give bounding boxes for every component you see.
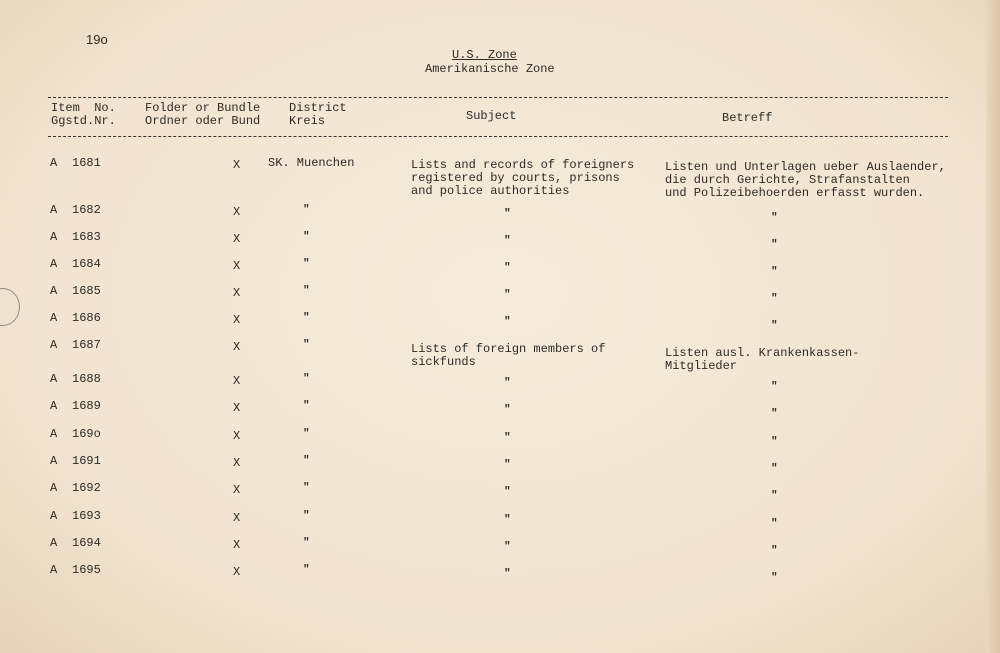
item-number: 1695 [72, 563, 101, 577]
item-number: 1688 [72, 372, 101, 386]
item-number: 1687 [72, 338, 101, 352]
header-betreff: Betreff [722, 111, 773, 125]
folder-mark: X [233, 374, 241, 388]
item-number: 1686 [72, 311, 101, 325]
item-number: 169o [72, 427, 101, 441]
subject: " [504, 262, 511, 274]
title-line2: Amerikanische Zone [425, 62, 555, 76]
row-prefix: A [50, 257, 58, 271]
district: " [303, 455, 310, 467]
item-number: 1683 [72, 230, 101, 244]
row-prefix: A [50, 509, 58, 523]
betreff: " [771, 545, 778, 557]
betreff: " [771, 572, 778, 584]
item-number: 1681 [72, 156, 101, 170]
folder-mark: X [233, 205, 241, 219]
row-prefix: A [50, 563, 58, 577]
district: " [303, 482, 310, 494]
subject: " [504, 235, 511, 247]
item-number: 1684 [72, 257, 101, 271]
district: " [303, 564, 310, 576]
subject: Lists of foreign members of sickfunds [411, 342, 606, 369]
item-number: 1682 [72, 203, 101, 217]
item-number: 1685 [72, 284, 101, 298]
subject: " [504, 568, 511, 580]
betreff: " [771, 212, 778, 224]
folder-mark: X [233, 565, 241, 579]
district: SK. Muenchen [268, 156, 355, 170]
subject: " [504, 289, 511, 301]
row-prefix: A [50, 338, 58, 352]
binder-tab [0, 288, 20, 326]
row-prefix: A [50, 203, 58, 217]
district: " [303, 510, 310, 522]
folder-mark: X [233, 340, 241, 354]
betreff: " [771, 293, 778, 305]
header-subject: Subject [466, 109, 517, 123]
folder-mark: X [233, 429, 241, 443]
subject: " [504, 459, 511, 471]
row-prefix: A [50, 230, 58, 244]
item-number: 1689 [72, 399, 101, 413]
row-prefix: A [50, 311, 58, 325]
betreff: " [771, 239, 778, 251]
subject: " [504, 208, 511, 220]
folder-mark: X [233, 232, 241, 246]
row-prefix: A [50, 399, 58, 413]
subject: " [504, 541, 511, 553]
betreff: Listen und Unterlagen ueber Auslaender, die durch Gerichte, Strafanstalten und Polizeibehoerden erfasst wurden. [665, 160, 946, 200]
folder-mark: X [233, 511, 241, 525]
subject: Lists and records of foreigners registered by courts, prisons and police authorities [411, 158, 635, 198]
row-prefix: A [50, 372, 58, 386]
folder-mark: X [233, 456, 241, 470]
folder-mark: X [233, 158, 241, 172]
betreff: " [771, 320, 778, 332]
betreff: " [771, 490, 778, 502]
subject: " [504, 316, 511, 328]
district: " [303, 231, 310, 243]
folder-mark: X [233, 401, 241, 415]
item-number: 1694 [72, 536, 101, 550]
folder-mark: X [233, 538, 241, 552]
betreff: " [771, 463, 778, 475]
page-edge [986, 0, 1000, 653]
betreff: " [771, 518, 778, 530]
district: " [303, 537, 310, 549]
folder-mark: X [233, 483, 241, 497]
subject: " [504, 514, 511, 526]
folder-mark: X [233, 286, 241, 300]
betreff: Listen ausl. Krankenkassen- Mitglieder [665, 346, 860, 373]
district: " [303, 258, 310, 270]
subject: " [504, 404, 511, 416]
district: " [303, 373, 310, 385]
header-item: Item No. Ggstd.Nr. [51, 101, 116, 128]
row-prefix: A [50, 284, 58, 298]
row-prefix: A [50, 481, 58, 495]
subject: " [504, 432, 511, 444]
row-prefix: A [50, 156, 58, 170]
subject: " [504, 486, 511, 498]
header-district: District Kreis [289, 101, 347, 128]
district: " [303, 204, 310, 216]
betreff: " [771, 381, 778, 393]
subject: " [504, 377, 511, 389]
row-prefix: A [50, 427, 58, 441]
header-rule-bottom [48, 136, 948, 137]
header-folder: Folder or Bundle Ordner oder Bund [145, 101, 261, 128]
title-line1: U.S. Zone [452, 48, 517, 62]
betreff: " [771, 266, 778, 278]
betreff: " [771, 436, 778, 448]
district: " [303, 400, 310, 412]
district: " [303, 312, 310, 324]
folder-mark: X [233, 259, 241, 273]
district: " [303, 428, 310, 440]
item-number: 1693 [72, 509, 101, 523]
district: " [303, 285, 310, 297]
header-rule-top [48, 97, 948, 98]
item-number: 1691 [72, 454, 101, 468]
item-number: 1692 [72, 481, 101, 495]
row-prefix: A [50, 536, 58, 550]
row-prefix: A [50, 454, 58, 468]
betreff: " [771, 408, 778, 420]
district: " [303, 339, 310, 351]
folder-mark: X [233, 313, 241, 327]
page-number: 19o [86, 32, 108, 47]
